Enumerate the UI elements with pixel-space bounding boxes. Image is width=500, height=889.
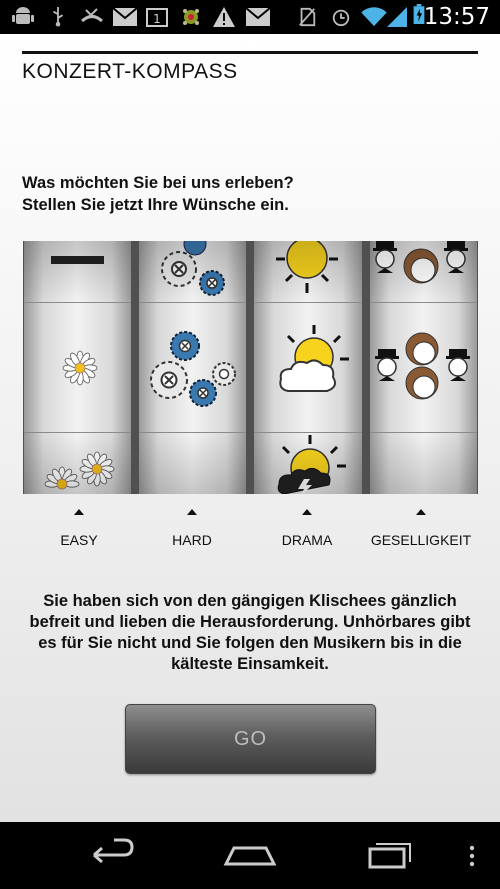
gears-icon (151, 332, 235, 406)
android-debug-icon (12, 7, 34, 27)
result-description: Sie haben sich von den gängigen Klischees gänzlich befreit und lieben die Herausforderung. Unhörbares gibt es für Sie nicht und Sie folgen den Musikern bis in die kälteste Einsamkeit. (29, 592, 471, 673)
warning-icon (213, 7, 235, 27)
question-line-1: Was möchten Sie bei uns erleben? (22, 174, 294, 192)
reel-drama[interactable] (254, 241, 362, 494)
missed-call-icon (80, 7, 104, 27)
reel-geselligkeit[interactable] (370, 241, 477, 494)
question-text (22, 172, 294, 216)
wifi-icon (360, 7, 388, 27)
puzzle-icon (180, 7, 202, 27)
slot-machine (23, 241, 478, 494)
reel-easy[interactable] (24, 241, 131, 494)
daisy-icon (63, 351, 97, 385)
clock: 13:57 (423, 4, 490, 30)
arrow-up-icon (74, 509, 84, 515)
reel-hard[interactable] (139, 241, 246, 494)
menu-icon[interactable] (462, 822, 482, 889)
usb-icon (50, 7, 66, 27)
slot-label-easy: EASY (60, 532, 98, 548)
page-title: KONZERT-KOMPASS (22, 60, 238, 83)
gmail-icon (246, 7, 270, 27)
back-icon[interactable] (80, 822, 140, 889)
alarm-icon (330, 7, 352, 27)
status-bar (0, 0, 500, 34)
people-group-icon (375, 333, 470, 399)
slot-label-geselligkeit: GESELLIGKEIT (370, 532, 472, 548)
sun-cloud-icon (280, 325, 349, 391)
svg-text:1: 1 (153, 12, 161, 26)
no-sim-icon (297, 7, 317, 27)
app-screen (0, 34, 500, 822)
recent-apps-icon[interactable] (360, 822, 420, 889)
gmail-icon (113, 7, 137, 27)
signal-icon (386, 7, 408, 27)
go-button[interactable]: GO (125, 704, 376, 774)
title-rule (22, 51, 478, 54)
arrow-up-icon (416, 509, 426, 515)
arrow-up-icon (187, 509, 197, 515)
calendar-icon (146, 7, 168, 27)
slot-label-drama: DRAMA (281, 532, 333, 548)
question-line-2: Stellen Sie jetzt Ihre Wünsche ein. (22, 196, 289, 214)
home-icon[interactable] (220, 822, 280, 889)
arrow-up-icon (302, 509, 312, 515)
navigation-bar (0, 822, 500, 889)
slot-label-hard: HARD (172, 532, 212, 548)
